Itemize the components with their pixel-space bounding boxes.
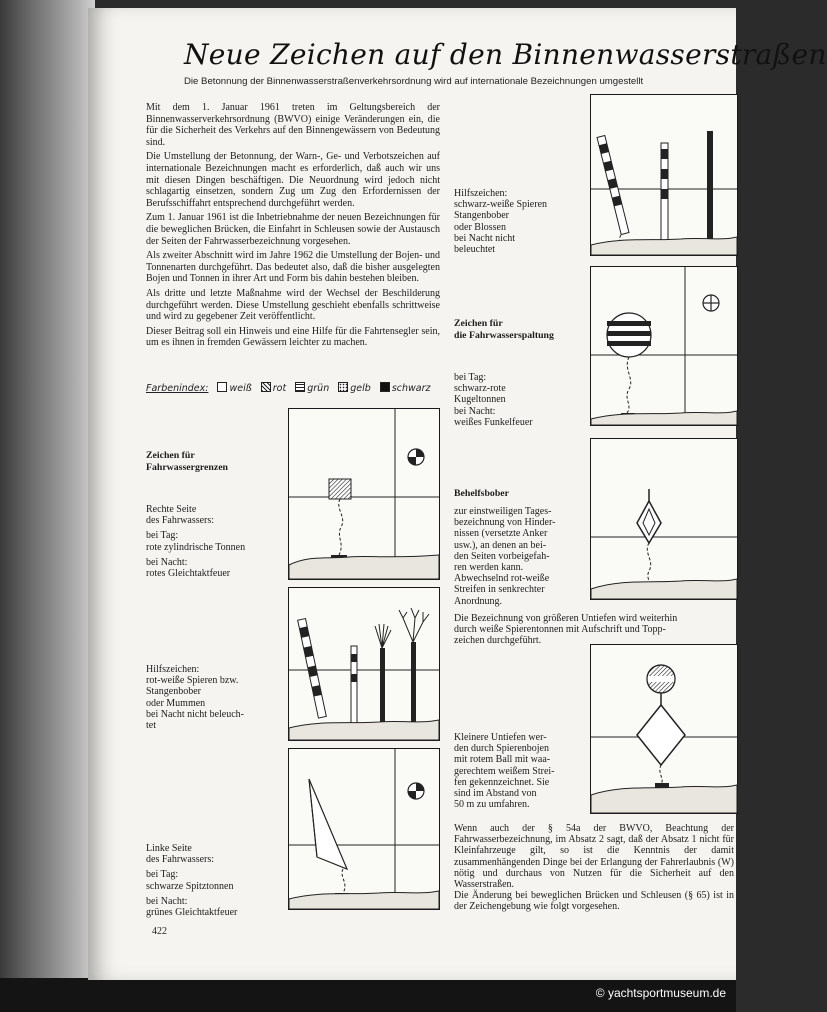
caption-hilfszeichen-red bbox=[146, 664, 286, 731]
intro-paragraph: Als dritte und letzte Maßnahme wird der Wechsel der Beschilderung durchgeführt werden. Diese Umstellung geschieht ebenfalls schrittweise und wird zu gegebener Zeit veröffentlicht. bbox=[146, 287, 440, 323]
caption-line: den durch Spierenbojen bbox=[454, 743, 549, 755]
book-page bbox=[88, 8, 827, 980]
caption-line: mit rotem Ball mit waa- bbox=[454, 754, 551, 766]
figure-red-white-spars bbox=[288, 587, 440, 741]
intro-paragraph: Mit dem 1. Januar 1961 treten im Geltungsbereich der Binnenwasserverkehrsordnung (BWVO) einige Veränderungen ein, die für die Sicherheit des Verkehrs auf den Binnengewässern von Bedeutung sind. bbox=[146, 102, 440, 148]
caption-line: Rechte Seite bbox=[146, 504, 197, 515]
spar-icon bbox=[298, 619, 327, 718]
figure-spierenboje bbox=[590, 644, 738, 814]
legend-item-white: weiß bbox=[229, 383, 252, 394]
figure-black-cone-buoy bbox=[288, 748, 440, 910]
caption-line: Streifen in senkrechter bbox=[454, 584, 545, 596]
watermark: © yachtsportmuseum.de bbox=[595, 986, 726, 1000]
bwvo-text bbox=[454, 823, 734, 913]
legend-swatch-green bbox=[295, 382, 305, 392]
caption-line: Kugeltonnen bbox=[454, 394, 506, 406]
caption-line: des Fahrwassers: bbox=[146, 854, 215, 866]
spar-icon bbox=[597, 136, 629, 235]
caption-line: sind im Abstand von bbox=[454, 788, 537, 800]
intro-paragraph: Zum 1. Januar 1961 ist die Inbetriebnahme der neuen Bezeichnungen für die beweglichen Brücken, die Einfahrt in Schleusen sowie der Austausch der Seiten der Fahrwasserbezeichnung vorgesehen. bbox=[146, 212, 440, 247]
caption-line: 50 m zu umfahren. bbox=[454, 799, 530, 811]
intro-paragraph: Die Umstellung der Betonnung, der Warn-, Ge- und Verbotszeichen auf internationale Bezeichnungen macht es erforderlich, daß auch wir uns mit diesen Dingen beschäftigen. Die Neuordnung wird jedoch nicht schlagartig einsetzen, sondern Zug um Zug den Erfordernissen der Berufsschiffahrt entsprechend durchgeführt werden. bbox=[146, 151, 440, 209]
intro-paragraph: Dieser Beitrag soll ein Hinweis und eine Hilfe für die Fahrtensegler sein, um es ihnen in fremden Gewässern leichter zu machen. bbox=[146, 325, 440, 349]
cone-buoy-icon bbox=[309, 779, 347, 869]
caption-line: Hilfszeichen: bbox=[146, 664, 200, 675]
caption-line: oder Mummen bbox=[146, 697, 206, 709]
caption-line: Abwechselnd rot-weiße bbox=[454, 573, 550, 585]
legend-item-yellow: gelb bbox=[350, 383, 371, 394]
caption-line: des Fahrwassers: bbox=[146, 515, 215, 527]
bwvo-paragraph: Die Änderung bei beweglichen Brücken und Schleusen (§ 65) ist in der Zeichengebung wie folgt vorgesehen. bbox=[454, 890, 734, 913]
caption-heading: Zeichen für bbox=[454, 318, 503, 329]
caption-line: Kleinere Untiefen wer- bbox=[454, 732, 547, 743]
page-number: 422 bbox=[152, 926, 167, 937]
caption-line: schwarz-rote bbox=[454, 383, 506, 395]
legend-item-red: rot bbox=[272, 383, 287, 394]
caption-line: Stangenbober bbox=[146, 686, 201, 698]
caption-line: rotes Gleichtaktfeuer bbox=[146, 568, 231, 580]
stangenbober-icon bbox=[380, 648, 385, 726]
caption-line: schwarz-weiße Spieren bbox=[454, 199, 548, 211]
legend-swatch-yellow bbox=[338, 382, 348, 392]
intro-text bbox=[146, 102, 440, 352]
caption-line: beleuchtet bbox=[454, 244, 496, 256]
caption-line: bezeichnung von Hinder- bbox=[454, 517, 556, 529]
cylinder-buoy-icon bbox=[329, 479, 351, 499]
page-title: Neue Zeichen auf den Binnenwasserstraßen bbox=[184, 38, 827, 71]
caption-untiefen-kleiner bbox=[454, 732, 588, 810]
caption-heading: Zeichen für bbox=[146, 450, 195, 461]
figure-ball-buoy bbox=[590, 266, 738, 426]
blosse-icon bbox=[707, 131, 713, 243]
caption-line: bei Tag: bbox=[146, 530, 179, 542]
figure-behelfsbober bbox=[590, 438, 738, 600]
book-spine-shadow bbox=[0, 0, 95, 1012]
caption-line: schwarze Spitztonnen bbox=[146, 880, 234, 892]
spar-buoy-icon bbox=[637, 705, 685, 765]
caption-line: tet bbox=[146, 720, 156, 732]
caption-line: weißes Funkelfeuer bbox=[454, 416, 533, 428]
caption-line: oder Blossen bbox=[454, 221, 506, 233]
page-subtitle: Die Betonnung der Binnenwasserstraßenverkehrsordnung wird auf internationale Bezeichnungen umgestellt bbox=[184, 76, 644, 87]
caption-line: bei Tag: bbox=[454, 372, 487, 383]
legend-label: Farbenindex: bbox=[146, 383, 209, 394]
intro-paragraph: Als zweiter Abschnitt wird im Jahre 1962 die Umstellung der Bojen- und Tonnenarten durchgeführt. Das bedeutet also, daß die bisher ausgelegten Bojen und Tonnen in ihrer Art und Form bis dahin bestehen bleiben. bbox=[146, 250, 440, 285]
caption-line: bei Tag: bbox=[146, 869, 179, 881]
figure-red-cylinder-buoy bbox=[288, 408, 440, 580]
caption-line: bei Nacht: bbox=[454, 405, 496, 417]
caption-line: rote zylindrische Tonnen bbox=[146, 541, 246, 553]
caption-line: rot-weiße Spieren bzw. bbox=[146, 675, 239, 687]
caption-line: nissen (versetzte Anker bbox=[454, 528, 548, 540]
caption-heading: Behelfsbober bbox=[454, 488, 509, 499]
caption-line: bei Nacht: bbox=[146, 895, 188, 907]
caption-heading: Fahrwassergrenzen bbox=[146, 462, 228, 473]
legend-item-black: schwarz bbox=[391, 383, 431, 394]
caption-behelfsbober bbox=[454, 488, 588, 607]
caption-line: bei Nacht: bbox=[146, 556, 188, 568]
caption-line: Anordnung. bbox=[454, 595, 503, 607]
legend-swatch-white bbox=[217, 382, 227, 392]
caption-line: ren werden kann. bbox=[454, 562, 524, 574]
caption-line: Hilfszeichen: bbox=[454, 188, 508, 199]
caption-line: Die Bezeichnung von größeren Untiefen wird weiterhin bbox=[454, 613, 678, 624]
figure-black-white-spars bbox=[590, 94, 738, 256]
caption-line: grünes Gleichtaktfeuer bbox=[146, 907, 238, 919]
caption-line: gerechtem weißem Strei- bbox=[454, 765, 555, 777]
color-legend bbox=[146, 382, 446, 394]
caption-linke-seite bbox=[146, 843, 286, 918]
caption-line: durch weiße Spierentonnen mit Aufschrift und Topp- bbox=[454, 624, 666, 636]
caption-line: den Seiten vorbeigefah- bbox=[454, 550, 550, 562]
caption-line: bei Nacht nicht beleuch- bbox=[146, 708, 245, 720]
caption-line: zeichen durchgeführt. bbox=[454, 635, 542, 647]
caption-untiefen-groesser bbox=[454, 613, 734, 647]
caption-heading: die Fahrwasserspaltung bbox=[454, 330, 554, 341]
caption-fahrwassergrenzen bbox=[146, 450, 286, 579]
legend-swatch-red bbox=[261, 382, 271, 392]
caption-line: zur einstweiligen Tages- bbox=[454, 506, 552, 517]
caption-fahrwasserspaltung bbox=[454, 318, 588, 428]
caption-line: fen gekennzeichnet. Sie bbox=[454, 776, 550, 788]
legend-swatch-black bbox=[380, 382, 390, 392]
caption-line: bei Nacht nicht bbox=[454, 232, 516, 244]
caption-line: Stangenbober bbox=[454, 210, 509, 222]
bwvo-paragraph: Wenn auch der § 54a der BWVO, Beachtung der Fahrwasserbezeichnung, im Absatz 2 sagt, daß der Absatz 1 nicht für Kleinfahrzeuge gilt, so ist die Kenntnis der damit zusammenhängenden Dinge bei der Erlangung der Fahrerlaubnis (W) nötig und durchaus von Nutzen für die Sicherheit auf den Wasserstraßen. bbox=[454, 823, 734, 891]
mummen-icon bbox=[411, 642, 416, 726]
caption-line: Linke Seite bbox=[146, 843, 192, 854]
caption-line: usw.), an denen an bei- bbox=[454, 539, 547, 551]
caption-hilfszeichen-black bbox=[454, 188, 588, 255]
legend-item-green: grün bbox=[307, 383, 330, 394]
